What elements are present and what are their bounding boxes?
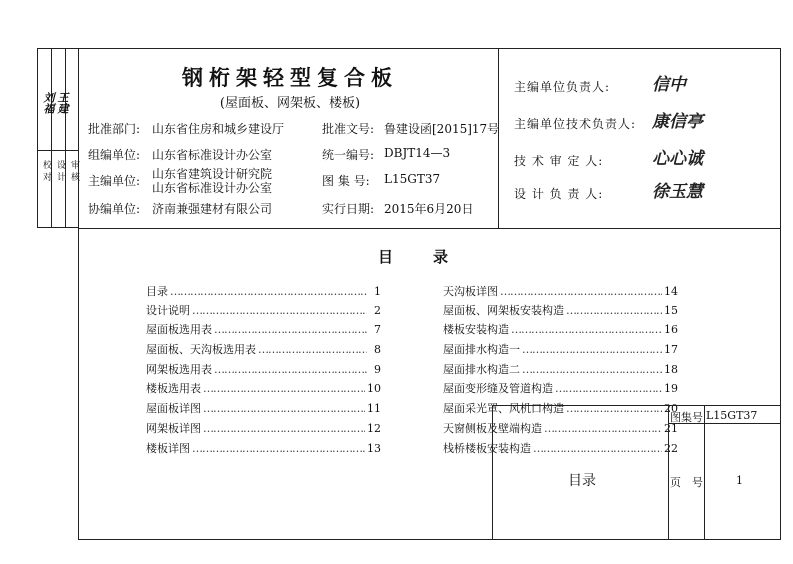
toc-item[interactable]: 网架板详图 ……………………………………………………………………………………………………………………………… 12	[146, 423, 381, 435]
title-block-page-value: 1	[736, 474, 743, 487]
title-block-atlas-value: L15GT37	[706, 409, 758, 422]
side-label-review: 审 核	[69, 160, 79, 181]
title-block-atlas-label: 图集号	[670, 411, 703, 424]
title-block	[492, 405, 781, 406]
toc-item[interactable]: 网架板选用表 ……………………………………………………………………………………………………………………………… 9	[146, 364, 381, 376]
document-title: 钢桁架轻型复合板	[182, 65, 398, 90]
toc-item[interactable]: 屋面板、天沟板选用表 ……………………………………………………………………………………………………………………………… 8	[146, 344, 381, 356]
atlas-no: L15GT37	[384, 172, 441, 186]
approval-dept-label: 批准部门:	[88, 122, 141, 136]
org-unit-label: 组编单位:	[88, 148, 141, 162]
toc-item[interactable]: 楼板详图 ……………………………………………………………………………………………………………………………… 13	[146, 443, 381, 455]
toc-item[interactable]: 屋面排水构造一 ……………………………………………………………………………………………………………………………… 17	[443, 344, 678, 356]
co-unit: 济南兼强建材有限公司	[152, 202, 273, 216]
title-block-page-label: 页 号	[670, 476, 703, 489]
signature-technical-head: 康信亭	[652, 112, 703, 132]
toc-item[interactable]: 栈桥楼板安装构造 ……………………………………………………………………………………………………………………………… 22	[443, 443, 678, 455]
signature-technical-reviewer: 心心诚	[652, 149, 703, 169]
chief-unit-1: 山东省建筑设计研究院	[152, 167, 273, 181]
unified-no: DBJT14—3	[384, 146, 451, 160]
signature-chief-unit-head: 信中	[652, 75, 686, 95]
side-approval-strip	[37, 48, 79, 228]
role-technical-head: 主编单位技术负责人:	[514, 117, 637, 131]
atlas-no-label: 图 集 号:	[322, 174, 370, 188]
toc-item[interactable]: 屋面板选用表 ……………………………………………………………………………………………………………………………… 7	[146, 324, 381, 336]
toc-item[interactable]: 楼板安装构造 ……………………………………………………………………………………………………………………………… 16	[443, 324, 678, 336]
approval-doc: 鲁建设函[2015]17号	[384, 122, 500, 136]
approval-doc-label: 批准文号:	[322, 122, 375, 136]
toc-item[interactable]: 屋面板详图 ……………………………………………………………………………………………………………………………… 11	[146, 403, 381, 415]
chief-unit-2: 山东省标准设计办公室	[152, 181, 273, 195]
toc-item[interactable]: 天沟板详图 ……………………………………………………………………………………………………………………………… 14	[443, 286, 678, 298]
side-label-design: 设 计	[55, 160, 65, 181]
toc-item[interactable]: 屋面变形缝及管道构造 ……………………………………………………………………………………………………………………………… 19	[443, 383, 678, 395]
approval-dept: 山东省住房和城乡建设厅	[152, 122, 285, 136]
header-vertical-divider	[498, 48, 499, 228]
unified-no-label: 统一编号:	[322, 148, 375, 162]
impl-date: 2015年6月20日	[384, 202, 474, 216]
toc-item[interactable]: 屋面采光罩、风机口构造 ……………………………………………………………………………………………………………………………… 20	[443, 403, 678, 415]
impl-date-label: 实行日期:	[322, 202, 375, 216]
toc-item[interactable]: 设计说明 ……………………………………………………………………………………………………………………………… 2	[146, 305, 381, 317]
signature-design-head: 徐玉慧	[652, 182, 703, 202]
org-unit: 山东省标准设计办公室	[152, 148, 273, 162]
side-label-check: 校 对	[41, 160, 51, 181]
toc-heading: 目录	[378, 248, 489, 266]
title-block-name: 目录	[568, 473, 596, 489]
toc-item[interactable]: 屋面板、网架板安装构造 ……………………………………………………………………………………………………………………………… 15	[443, 305, 678, 317]
toc-item[interactable]: 屋面排水构造二 ……………………………………………………………………………………………………………………………… 18	[443, 364, 678, 376]
toc-item[interactable]: 天窗侧板及壁端构造 ……………………………………………………………………………………………………………………………… 21	[443, 423, 678, 435]
role-technical-reviewer: 技 术 审 定 人:	[514, 154, 604, 168]
toc-item[interactable]: 楼板选用表 ……………………………………………………………………………………………………………………………… 10	[146, 383, 381, 395]
side-signature-1: 刘福	[42, 92, 55, 114]
side-signature-2: 王建	[56, 92, 69, 114]
chief-unit-label: 主编单位:	[88, 174, 141, 188]
toc-item[interactable]: 目录 ……………………………………………………………………………………………………………………………… 1	[146, 286, 381, 298]
document-subtitle: (屋面板、网架板、楼板)	[219, 96, 361, 111]
co-unit-label: 协编单位:	[88, 202, 141, 216]
role-design-head: 设 计 负 责 人:	[514, 187, 604, 201]
header-divider	[78, 228, 781, 229]
role-chief-unit-head: 主编单位负责人:	[514, 80, 611, 94]
